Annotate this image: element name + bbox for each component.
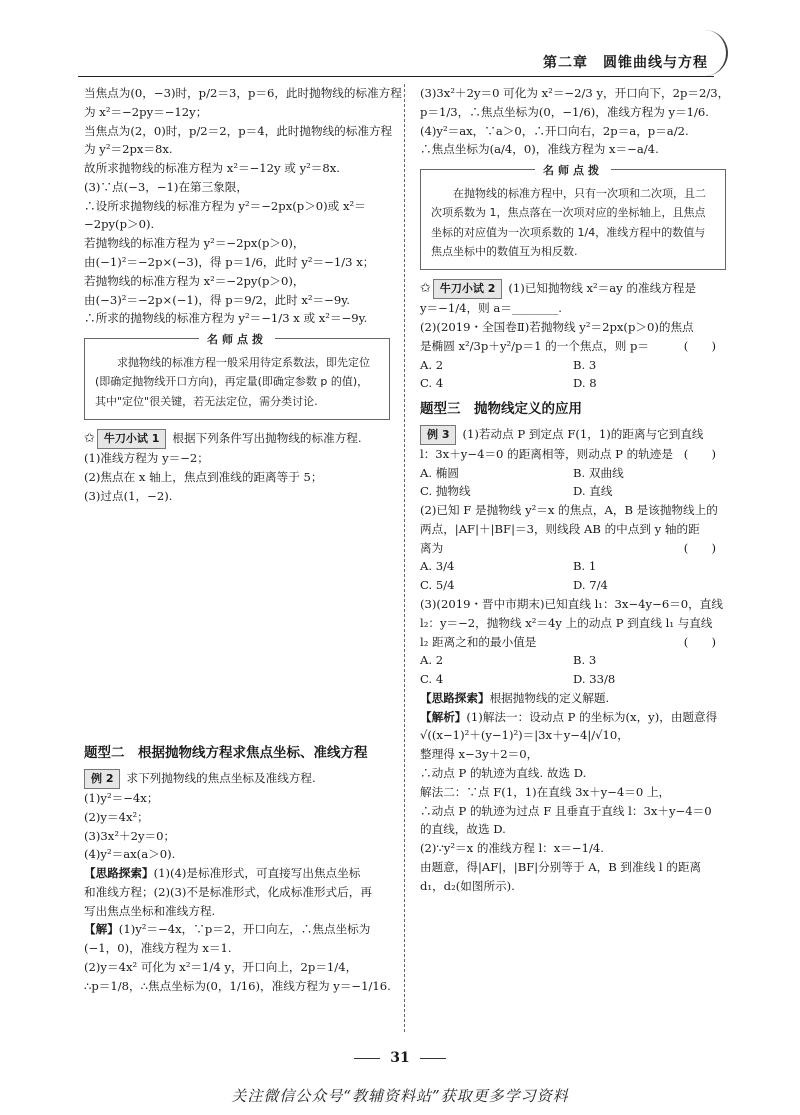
chapter-title: 第二章 圆锥曲线与方程 — [543, 55, 708, 71]
options-row — [420, 670, 726, 689]
right-solution-line: (3)3x²＋2y＝0 可化为 x²＝−2/3 y，开口向下，2p＝2/3， — [420, 86, 730, 100]
analysis-line: 整理得 x−3y＋2＝0， — [420, 747, 539, 762]
star-icon: ✩ — [420, 281, 431, 297]
analysis-label: 【解析】 — [420, 709, 467, 724]
analysis-line: (2)∵y²＝x 的准线方程 l：x＝−1/4. — [420, 841, 604, 856]
q3-line: l₂：y＝−2，抛物线 x²＝4y 上的动点 P 到直线 l₁ 与直线 — [420, 615, 713, 630]
right-solution-line: ∴焦点坐标为(a/4，0)，准线方程为 x＝−a/4. — [420, 142, 659, 157]
options-row — [420, 356, 726, 375]
option: B. 3 — [573, 653, 597, 668]
idea-line — [420, 689, 726, 708]
analysis-line: d₁，d₂(如图所示). — [420, 878, 515, 893]
q2-line: (2)已知 F 是抛物线 y²＝x 的焦点，A，B 是该抛物线上的 — [420, 503, 718, 518]
option: C. 抛物线 — [420, 484, 471, 499]
tip-box-title: 名师点拨 — [199, 330, 275, 349]
answer-paren: ( ) — [683, 540, 716, 555]
blank-space — [84, 505, 390, 737]
page-number-value: 31 — [390, 1050, 410, 1066]
example3-badge: 例 3 — [420, 425, 456, 445]
example2-badge: 例 2 — [84, 769, 120, 789]
solution-line: 故所求抛物线的标准方程为 x²＝−12y 或 y²＝8x. — [84, 161, 340, 176]
idea-line: 写出焦点坐标和准线方程. — [84, 903, 216, 918]
options-row — [420, 482, 726, 501]
solution-line: 为 y²＝2px＝8x. — [84, 142, 173, 157]
option: C. 5/4 — [420, 578, 455, 593]
option: D. 8 — [573, 376, 597, 391]
options-row — [420, 651, 726, 670]
q1-line-row — [420, 445, 726, 464]
analysis-line: ∴动点 P 的轨迹为过点 F 且垂直于直线 l：3x＋y−4＝0 — [420, 803, 712, 818]
analysis-line: 解法二：∵点 F(1，1)在直线 3x＋y−4＝0 上， — [420, 784, 671, 799]
example2-item: (1)y²＝−4x； — [84, 790, 159, 805]
tip-box-left — [84, 333, 390, 420]
page-number-dash — [354, 1058, 380, 1059]
option: A. 椭圆 — [420, 465, 459, 480]
example2-item: (4)y²＝ax(a＞0). — [84, 847, 176, 862]
options-row — [420, 576, 726, 595]
trial1-heading — [84, 428, 390, 449]
q3-line-row — [420, 633, 726, 652]
solution-line: ∴设所求抛物线的标准方程为 y²＝−2px(p＞0)或 x²＝ — [84, 198, 366, 213]
solution-line: 由(−1)²＝−2p×(−3)，得 p＝1/6，此时 y²＝−1/3 x； — [84, 255, 375, 270]
trial2-line4: 是椭圆 x²/3p＋y²/p＝1 的一个焦点，则 p＝ — [420, 338, 649, 353]
options-row — [420, 464, 726, 483]
footer-note: 关注微信公众号“教辅资料站”获取更多学习资料 — [231, 1087, 569, 1105]
options-row — [420, 374, 726, 393]
option: A. 3/4 — [420, 559, 455, 574]
solution-line: (−1，0)，准线方程为 x＝1. — [84, 941, 232, 956]
left-solution-lines — [84, 84, 402, 328]
right-column — [420, 84, 730, 896]
solution-line: 当焦点为(0，−3)时，p/2＝3，p＝6，此时抛物线的标准方程 — [84, 86, 402, 100]
idea-line — [84, 864, 390, 883]
solution-line: 当焦点为(2，0)时，p/2＝2，p＝4，此时抛物线的标准方程 — [84, 123, 393, 138]
option: C. 4 — [420, 672, 444, 687]
idea-text: 根据抛物线的定义解题. — [489, 690, 610, 705]
trial2-line4-row — [420, 337, 726, 356]
solution-line: −2py(p＞0). — [84, 217, 155, 232]
answer-paren: ( ) — [683, 446, 716, 461]
solution-text: (1)y²＝−4x，∵p＝2，开口向左，∴焦点坐标为 — [118, 922, 371, 937]
solution-line: ∴所求的抛物线的标准方程为 y²＝−1/3 x 或 x²＝−9y. — [84, 311, 368, 326]
header-rule — [78, 76, 714, 77]
option: B. 1 — [573, 559, 597, 574]
right-solution-line: (4)y²＝ax，∵a＞0，∴开口向右，2p＝a，p＝a/2. — [420, 123, 689, 138]
answer-paren: ( ) — [683, 338, 716, 353]
section3-title: 题型三 抛物线定义的应用 — [420, 401, 582, 418]
solution-line: 由(−3)²＝−2p×(−1)，得 p＝9/2，此时 x²＝−9y. — [84, 292, 350, 307]
option: A. 2 — [420, 653, 444, 668]
analysis-text: (1)解法一：设动点 P 的坐标为(x，y)，由题意得 — [466, 709, 718, 724]
answer-paren: ( ) — [683, 634, 716, 649]
page-number — [0, 1047, 800, 1070]
option: D. 直线 — [573, 484, 613, 499]
trial2-line1: (1)已知抛物线 x²＝ay 的准线方程是 — [508, 281, 696, 296]
left-column — [84, 84, 402, 996]
example2-prompt: 求下列抛物线的焦点坐标及准线方程. — [126, 771, 316, 786]
trial2-line3: (2)(2019・全国卷Ⅱ)若抛物线 y²＝2px(p＞0)的焦点 — [420, 319, 694, 334]
trial1-badge: 牛刀小试 1 — [97, 429, 166, 449]
option: A. 2 — [420, 357, 444, 372]
q3-line: l₂ 距离之和的最小值是 — [420, 634, 537, 649]
tip-box-text: 在抛物线的标准方程中，只有一次项和二次项，且二次项系数为 1，焦点落在一次项对应的坐标轴上，且焦点坐标的对应值为一次项系数的 1/4，准线方程中的数值与焦点坐标中的数值互为相反数. — [431, 187, 706, 258]
idea-label: 【思路探索】 — [420, 690, 490, 705]
star-icon: ✩ — [84, 430, 95, 446]
option: B. 双曲线 — [573, 465, 624, 480]
option: D. 7/4 — [573, 578, 608, 593]
idea-text: (1)(4)是标准形式，可直接写出焦点坐标 — [153, 866, 361, 881]
q1-line: l：3x＋y−4＝0 的距离相等，则动点 P 的轨迹是 — [420, 446, 673, 461]
trial1-item: (2)焦点在 x 轴上，焦点到准线的距离等于 5； — [84, 469, 323, 484]
solution-line: 为 x²＝−2py＝−12y； — [84, 104, 208, 119]
q3-line: (3)(2019・晋中市期末)已知直线 l₁：3x−4y−6＝0，直线 — [420, 597, 723, 611]
trial1-item: (3)过点(1，−2). — [84, 488, 173, 503]
trial2-badge: 牛刀小试 2 — [433, 279, 502, 299]
solution-label: 【解】 — [84, 922, 119, 937]
trial2-heading — [420, 278, 726, 299]
option: B. 3 — [573, 357, 597, 372]
example2-heading — [84, 769, 390, 789]
analysis-line: 由题意，得|AF|，|BF|分别等于 A，B 到准线 l 的距离 — [420, 859, 702, 874]
options-row — [420, 557, 726, 576]
trial1-item: (1)准线方程为 y＝−2； — [84, 450, 209, 465]
solution-line: (2)y＝4x² 可化为 x²＝1/4 y，开口向上，2p＝1/4， — [84, 960, 358, 974]
analysis-line — [420, 708, 726, 727]
q2-line-row — [420, 539, 726, 558]
page-number-dash — [420, 1058, 446, 1059]
option: D. 33/8 — [573, 672, 616, 687]
analysis-line: √((x−1)²＋(y−1)²)＝|3x＋y−4|/√10， — [420, 728, 629, 743]
tip-box-text: 求抛物线的标准方程一般采用待定系数法，即先定位(即确定抛物线开口方向)，再定量(即确定参数 p 的值)，其中"定位"很关键，若无法定位，需分类讨论. — [95, 356, 370, 408]
solution-line — [84, 920, 390, 939]
example2-item: (3)3x²＋2y＝0； — [84, 828, 176, 843]
solution-line: 若抛物线的标准方程为 y²＝−2px(p＞0)， — [84, 236, 305, 251]
q2-line: 两点，|AF|＋|BF|＝3，则线段 AB 的中点到 y 轴的距 — [420, 521, 700, 536]
solution-line: 若抛物线的标准方程为 x²＝−2py(p＞0)， — [84, 273, 305, 288]
idea-label: 【思路探索】 — [84, 866, 154, 881]
right-solution-line: p＝1/3，∴焦点坐标为(0，−1/6)，准线方程为 y＝1/6. — [420, 104, 709, 119]
column-divider — [404, 84, 405, 1032]
trial2-line2: y＝−1/4，则 a＝________. — [420, 301, 562, 316]
trial1-prompt: 根据下列条件写出抛物线的标准方程. — [172, 430, 362, 445]
solution-line: ∴p＝1/8，∴焦点坐标为(0，1/16)，准线方程为 y＝−1/16. — [84, 978, 391, 993]
solution-line: (3)∵点(−3，−1)在第三象限， — [84, 179, 248, 194]
analysis-line: 的直线，故选 D. — [420, 822, 506, 837]
option: C. 4 — [420, 376, 444, 391]
idea-line: 和准线方程；(2)(3)不是标准形式，化成标准形式后，再 — [84, 884, 372, 899]
q2-line: 离为 — [420, 540, 444, 555]
tip-box-right — [420, 164, 726, 270]
tip-box-title: 名师点拨 — [535, 161, 611, 180]
section2-title: 题型二 根据抛物线方程求焦点坐标、准线方程 — [84, 745, 368, 762]
q1-line: (1)若动点 P 到定点 F(1，1)的距离与它到直线 — [462, 426, 704, 441]
example2-item: (2)y＝4x²； — [84, 809, 149, 824]
analysis-line: ∴动点 P 的轨迹为直线. 故选 D. — [420, 766, 587, 781]
example3-heading — [420, 425, 726, 445]
